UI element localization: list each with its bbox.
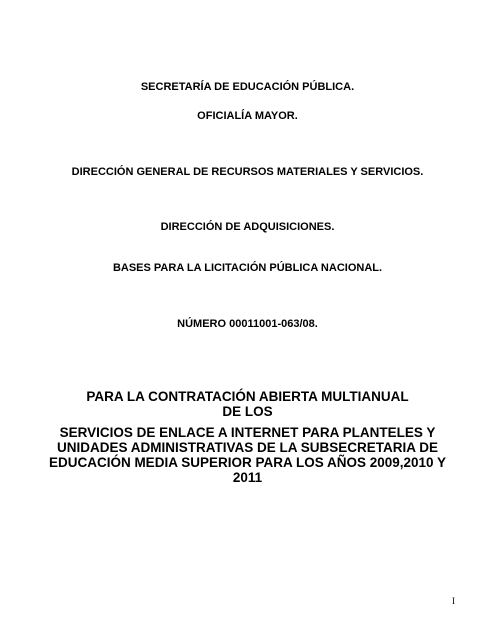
title-services-line1: SERVICIOS DE ENLACE A INTERNET PARA PLANTELES Y [59,425,436,440]
header-direccion-adquisiciones: DIRECCIÓN DE ADQUISICIONES. [160,221,335,233]
header-direccion-general: DIRECCIÓN GENERAL DE RECURSOS MATERIALES Y SERVICIOS. [71,166,424,178]
title-services-line2: UNIDADES ADMINISTRATIVAS DE LA SUBSECRETARIA DE [56,440,438,455]
title-purpose-line1: PARA LA CONTRATACIÓN ABIERTA MULTIANUAL [86,389,409,404]
header-numero: NÚMERO 00011001-063/08. [177,318,318,330]
title-services-line3: EDUCACIÓN MEDIA SUPERIOR PARA LOS AÑOS 2009,2010 Y [48,455,447,470]
header-secretaria: SECRETARÍA DE EDUCACIÓN PÚBLICA. [140,81,355,93]
page-number: I [452,596,455,606]
title-purpose-line2: DE LOS [222,404,273,419]
title-services-line4: 2011 [232,470,263,485]
header-oficialia: OFICIALÍA MAYOR. [197,110,298,122]
header-bases-licitacion: BASES PARA LA LICITACIÓN PÚBLICA NACIONAL. [112,262,383,274]
